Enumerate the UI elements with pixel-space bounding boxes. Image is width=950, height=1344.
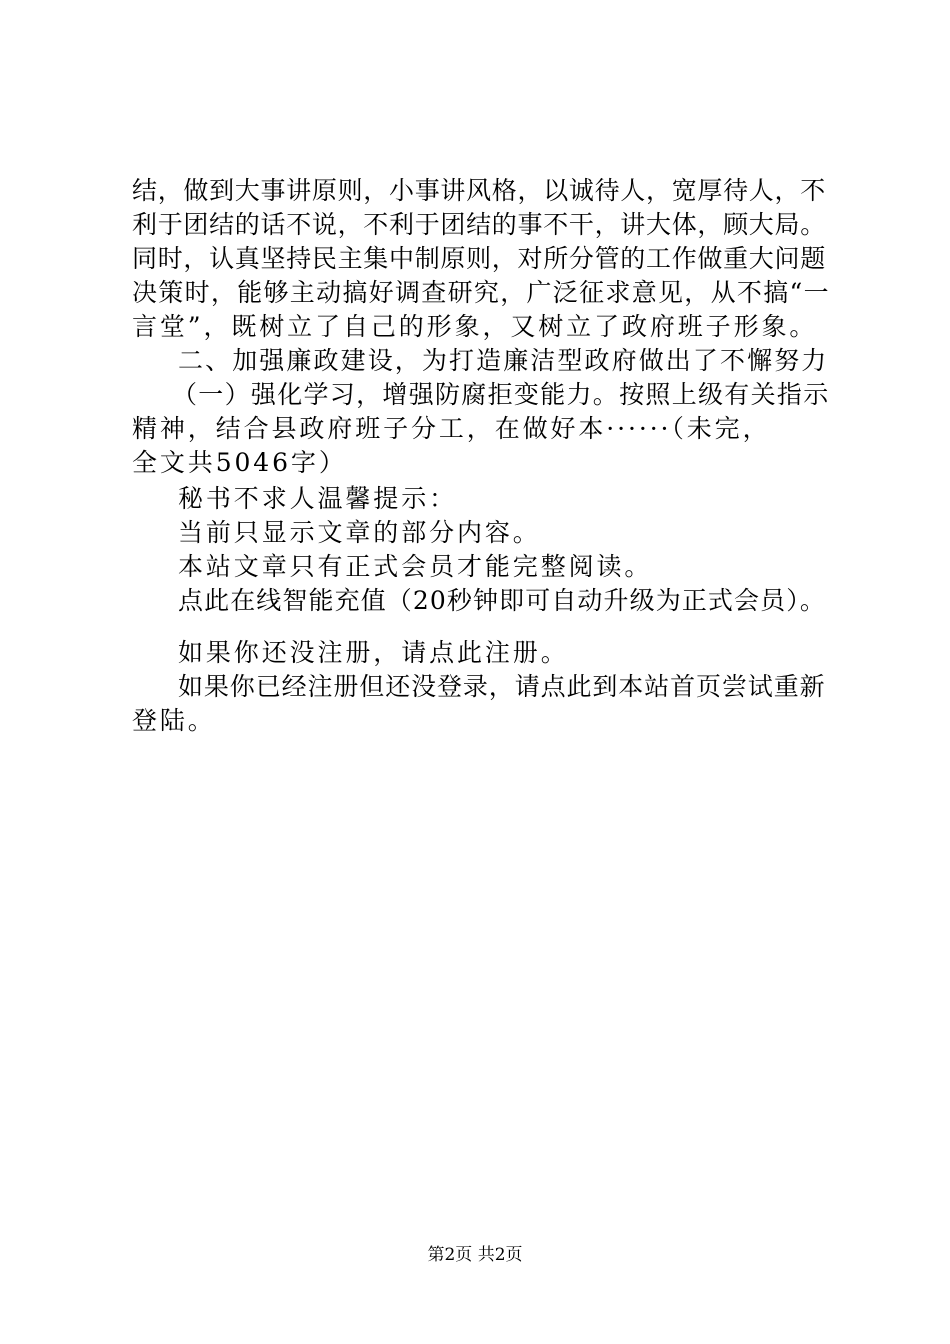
page-footer: 第2页 共2页 (427, 1245, 523, 1265)
body-line-1: 结，做到大事讲原则，小事讲风格，以诚待人，宽厚待人，不 (132, 176, 826, 205)
login-link-line-2[interactable]: 登陆。 (132, 706, 216, 735)
word-count-line: 全文共5046字） (132, 448, 347, 477)
notice-partial: 当前只显示文章的部分内容。 (178, 518, 541, 547)
body-line-4: 决策时，能够主动搞好调查研究，广泛征求意见，从不搞“一 (132, 278, 830, 307)
notice-title: 秘书不求人温馨提示： (178, 484, 458, 513)
subsection-line-1: （一）强化学习，增强防腐拒变能力。按照上级有关指示 (172, 380, 830, 409)
body-line-3: 同时，认真坚持民主集中制原则，对所分管的工作做重大问题 (132, 244, 826, 273)
login-link-line-1[interactable]: 如果你已经注册但还没登录，请点此到本站首页尝试重新 (178, 672, 826, 701)
notice-members-only: 本站文章只有正式会员才能完整阅读。 (178, 552, 653, 581)
body-line-2: 利于团结的话不说，不利于团结的事不干，讲大体，顾大局。 (132, 210, 826, 239)
body-line-5: 言堂”，既树立了自己的形象，又树立了政府班子形象。 (132, 312, 818, 341)
section-heading: 二、加强廉政建设，为打造廉洁型政府做出了不懈努力 (178, 346, 829, 375)
register-link[interactable]: 如果你还没注册，请点此注册。 (178, 638, 569, 667)
recharge-link[interactable]: 点此在线智能充值（20秒钟即可自动升级为正式会员）。 (178, 586, 826, 615)
subsection-line-2: 精神，结合县政府班子分工，在做好本······（未完， (132, 414, 771, 443)
